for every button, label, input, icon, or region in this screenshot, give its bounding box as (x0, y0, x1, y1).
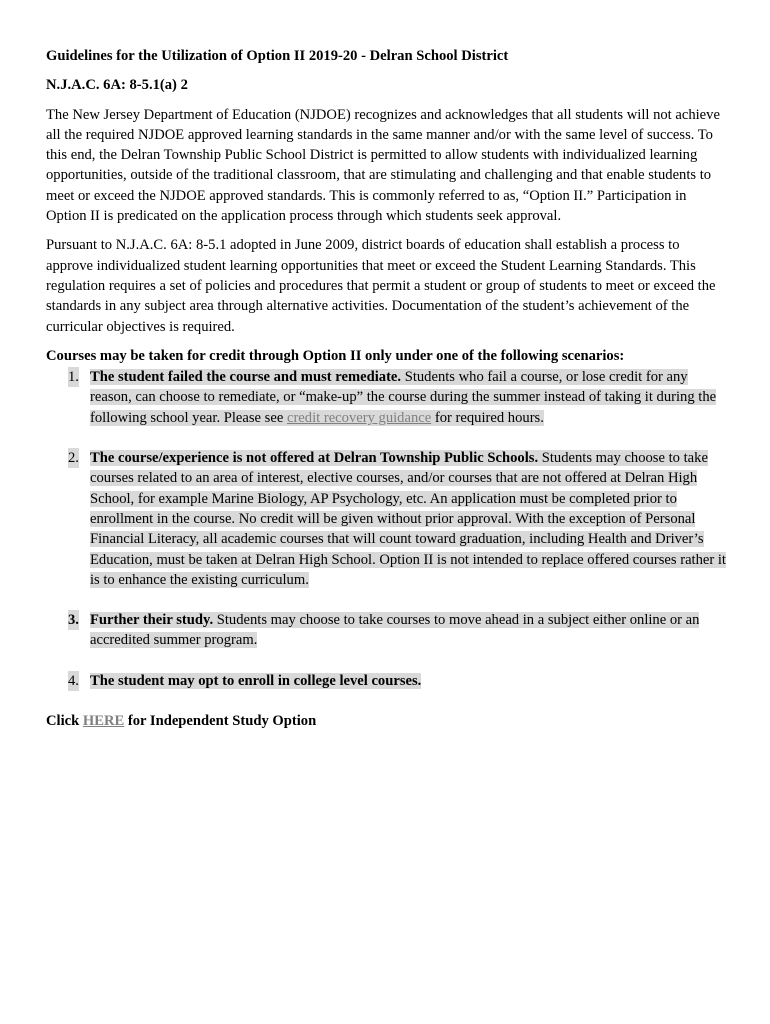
scenario-item-2 (46, 448, 728, 590)
credit-recovery-guidance-link[interactable]: credit recovery guidance (286, 409, 432, 426)
scenario-body: Students who fail a course, or lose credit for any reason, can choose to remediate, or “make-up” the course during the summer instead of taking it during the following school year. Please see (90, 369, 717, 426)
scenario-lead: The student may opt to enroll in college level courses. (90, 672, 422, 689)
scenario-number: 4. (68, 671, 79, 691)
scenario-text (90, 673, 421, 689)
scenario-number: 2. (68, 448, 79, 468)
scenario-body: Students may choose to take courses related to an area of interest, elective courses, and/or courses that are not offered at Delran High School, for example Marine Biology, AP Psychology, etc. An application must be completed prior to enrollment in the course. No credit will be given without prior approval. With the exception of Personal Financial Literacy, all academic courses that will count toward graduation, including Health and Driver’s Education, must be taken at Delran High School. Option II is not intended to replace offered courses rather it is to enhance the existing curriculum. (90, 450, 726, 588)
scenario-item-4 (46, 671, 728, 691)
scenario-lead: The course/experience is not offered at Delran Township Public Schools. (90, 450, 539, 467)
scenario-lead: Further their study. (90, 612, 214, 629)
document-title: Guidelines for the Utilization of Option II 2019-20 - Delran School District (46, 48, 509, 64)
scenario-text (90, 369, 716, 426)
scenario-body: Students may choose to take courses to move ahead in a subject either online or an accredited summer program. (90, 612, 700, 649)
scenario-body-end: for required hours. (431, 409, 544, 426)
scenario-text (90, 612, 699, 648)
scenario-text (90, 450, 726, 588)
scenarios-list (46, 367, 728, 691)
scenario-item-3 (46, 610, 728, 651)
independent-study-line (46, 711, 728, 731)
scenarios-heading: Courses may be taken for credit through Option II only under one of the following scenarios: (46, 347, 625, 364)
click-prefix: Click (46, 713, 83, 730)
scenario-lead: The student failed the course and must remediate. (90, 369, 402, 386)
scenario-item-1 (46, 367, 728, 428)
independent-study-link[interactable]: HERE (82, 713, 125, 730)
click-suffix: for Independent Study Option (124, 713, 317, 730)
document-page (46, 46, 728, 731)
scenario-number: 1. (68, 367, 79, 387)
scenario-number: 3. (68, 610, 79, 630)
regulation-citation: N.J.A.C. 6A: 8-5.1(a) 2 (46, 77, 188, 94)
regulation-paragraph: Pursuant to N.J.A.C. 6A: 8-5.1 adopted in June 2009, district boards of education shall establish a process to approve individualized student learning opportunities that meet or exceed the Student Learning Standards. This regulation requires a set of policies and procedures that permit a student or group of students to meet or exceed the standards in any subject area through alternative activities. Documentation of the student’s achievement of the curricular objectives is required. (46, 237, 716, 335)
intro-paragraph: The New Jersey Department of Education (NJDOE) recognizes and acknowledges that all students will not achieve all the required NJDOE approved learning standards in the same manner and/or with the same level of success. To this end, the Delran Township Public School District is permitted to allow students with individualized learning opportunities, outside of the traditional classroom, that are stimulating and challenging and that enable students to meet or exceed the NJDOE approved standards. This is commonly referred to as, “Option II.” Participation in Option II is predicated on the application process through which students seek approval. (46, 106, 720, 225)
